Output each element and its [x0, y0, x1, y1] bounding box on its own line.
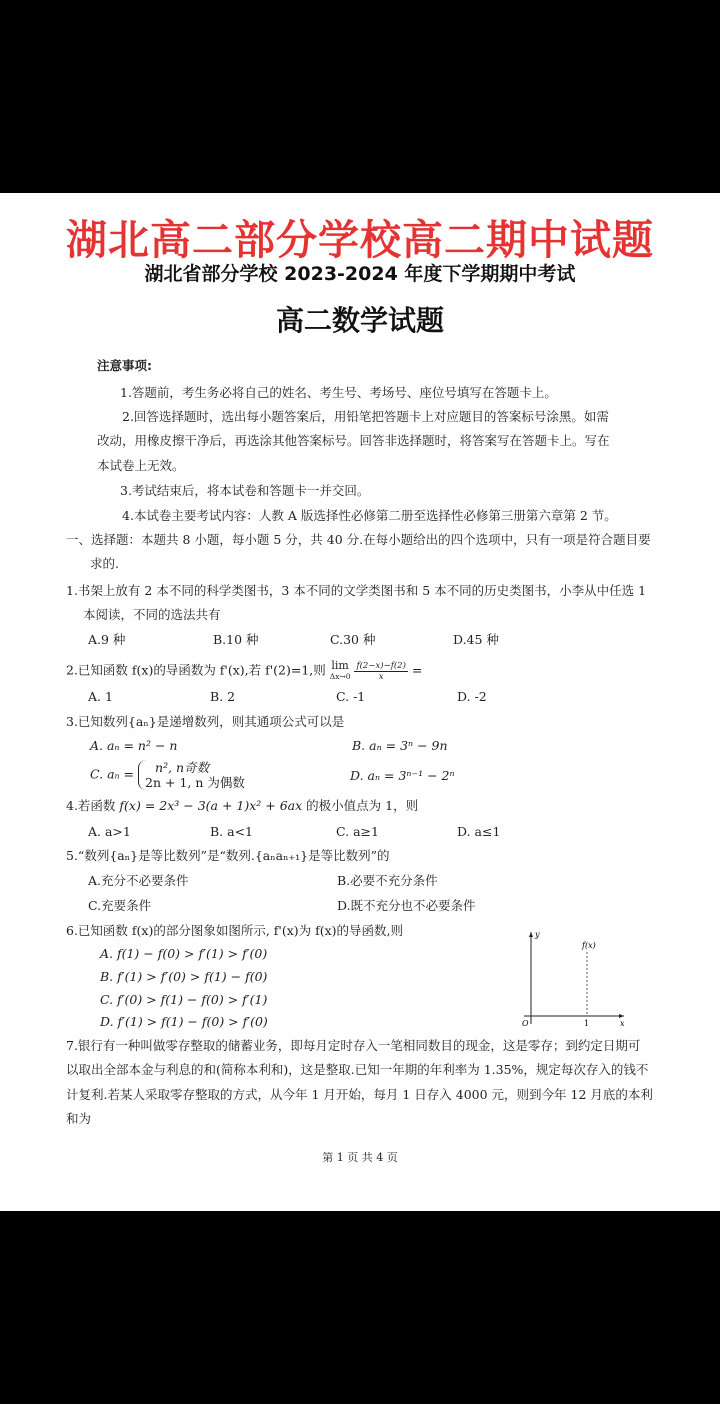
- notice-item-3: 3.考试结束后，将本试卷和答题卡一并交回。: [120, 483, 370, 498]
- q4-stem-pre: 4.若函数: [66, 798, 116, 813]
- section-1-line-1: 一、选择题：本题共 8 小题，每小题 5 分，共 40 分.在每小题给出的四个选项中，只有一项是符合题目要: [66, 532, 651, 547]
- q5-stem: 5.“数列{aₙ}是等比数列”是“数列.{aₙaₙ₊₁}是等比数列”的: [66, 848, 390, 863]
- q4-function: f(x) = 2x³ − 3(a + 1)x² + 6ax: [119, 798, 303, 813]
- exam-page: [0, 193, 720, 1211]
- q4-stem-post: 的极小值点为 1，则: [306, 798, 419, 813]
- page-footer: 第 1 页 共 4 页: [322, 1151, 398, 1164]
- q3-case-1: n², n奇数: [155, 760, 210, 775]
- q2-option-b: B. 2: [210, 689, 236, 704]
- q4-option-c: C. a≥1: [336, 824, 379, 839]
- q2-option-d: D. -2: [457, 689, 487, 704]
- q5-option-b: B.必要不充分条件: [337, 873, 438, 888]
- q5-option-c: C.充要条件: [88, 898, 152, 913]
- curve-label: f(x): [582, 941, 596, 950]
- q3-stem: 3.已知数列{aₙ}是递增数列，则其通项公式可以是: [66, 714, 345, 729]
- q1-option-d: D.45 种: [453, 632, 499, 647]
- q1-stem-line-1: 1.书架上放有 2 本不同的科学类图书，3 本不同的文学类图书和 5 本不同的历史类图书，小李从中任选 1: [66, 583, 647, 598]
- q6-option-a: A. f(1) − f(0) > f′(1) > f′(0): [100, 946, 268, 961]
- origin-label: O: [522, 1019, 529, 1028]
- q1-option-b: B.10 种: [213, 632, 259, 647]
- q6-function-graph: [510, 928, 630, 1028]
- q2-stem-text: 2.已知函数 f(x)的导函数为 f'(x),若 f'(2)=1,则: [66, 662, 326, 678]
- q2-fraction: [354, 661, 407, 682]
- q3-option-d: D. aₙ = 3ⁿ⁻¹ − 2ⁿ: [350, 768, 455, 783]
- q6-stem: 6.已知函数 f(x)的部分图象如图所示, f'(x)为 f(x)的导函数,则: [66, 923, 404, 938]
- q2-equals: =: [411, 662, 423, 678]
- notice-item-2-line-1: 2.回答选择题时，选出每小题答案后，用铅笔把答题卡上对应题目的答案标号涂黑。如需: [122, 409, 609, 424]
- q6-option-b: B. f′(1) > f′(0) > f(1) − f(0): [100, 969, 268, 984]
- q7-stem-line-4: 和为: [66, 1111, 92, 1126]
- q3-option-c-prefix: C. aₙ =: [90, 766, 135, 782]
- q2-option-c: C. -1: [336, 689, 366, 704]
- q4-stem: [66, 798, 418, 814]
- notice-item-2-line-2: 改动，用橡皮擦干净后，再选涂其他答案标号。回答非选择题时，将答案写在答题卡上。写在: [97, 433, 610, 448]
- y-axis-arrow-icon: [529, 932, 533, 937]
- notice-item-2-line-3: 本试卷上无效。: [97, 458, 185, 473]
- q3-option-a: A. aₙ = n² − n: [90, 738, 178, 753]
- q4-option-b: B. a<1: [210, 824, 254, 839]
- q1-option-c: C.30 种: [330, 632, 376, 647]
- banner-title: 湖北高二部分学校高二期中试题: [66, 216, 654, 264]
- q2-limit-sub: Δx→0: [329, 672, 351, 681]
- q3-option-c-cases: [138, 760, 245, 790]
- q3-option-b: B. aₙ = 3ⁿ − 9n: [352, 738, 448, 753]
- q1-option-a: A.9 种: [88, 632, 126, 647]
- q4-option-a: A. a>1: [88, 824, 131, 839]
- exam-title: 高二数学试题: [275, 304, 444, 337]
- exam-subtitle: 湖北省部分学校 2023-2024 年度下学期期中考试: [144, 263, 576, 285]
- x-axis-label: x: [620, 1019, 625, 1028]
- q7-stem-line-2: 以取出全部本金与利息的和(简称本利和)，这是整取.已知一年期的年利率为 1.35%，规定每次存入的钱不: [66, 1062, 649, 1077]
- q1-stem-line-2: 本阅读，不同的选法共有: [83, 607, 221, 622]
- q3-option-c: [90, 760, 245, 790]
- q2-fraction-denominator: x: [378, 671, 384, 682]
- q6-option-d: D. f′(1) > f(1) − f(0) > f′(0): [100, 1014, 268, 1029]
- x-tick-1-label: 1: [584, 1019, 590, 1028]
- q2-fraction-numerator: f(2−x)−f(2): [356, 660, 406, 671]
- q2-limit: [330, 660, 351, 682]
- q5-option-a: A.充分不必要条件: [88, 873, 189, 888]
- q6-option-c: C. f′(0) > f(1) − f(0) > f′(1): [100, 992, 268, 1007]
- notice-heading: 注意事项:: [97, 358, 152, 373]
- q2-option-a: A. 1: [88, 689, 113, 704]
- section-1-line-2: 求的.: [90, 556, 119, 571]
- x-axis-arrow-icon: [619, 1014, 624, 1018]
- y-axis-label: y: [535, 930, 540, 939]
- notice-item-1: 1.答题前，考生务必将自己的姓名、考生号、考场号、座位号填写在答题卡上。: [120, 385, 557, 400]
- q7-stem-line-1: 7.银行有一种叫做零存整取的储蓄业务，即每月定时存入一笔相同数目的现金，这是零存；到约定日期可: [66, 1038, 641, 1053]
- q3-case-2: 2n + 1, n 为偶数: [145, 775, 245, 790]
- q4-option-d: D. a≤1: [457, 824, 501, 839]
- q7-stem-line-3: 计复利.若某人采取零存整取的方式，从今年 1 月开始，每月 1 日存入 4000 元，则到今年 12 月底的本利: [66, 1087, 653, 1102]
- q2-limit-word: lim: [331, 659, 349, 672]
- notice-item-4: 4.本试卷主要考试内容：人教 A 版选择性必修第二册至选择性必修第三册第六章第 2 节。: [122, 508, 617, 523]
- q5-option-d: D.既不充分也不必要条件: [337, 898, 476, 913]
- q2-stem: [66, 660, 422, 682]
